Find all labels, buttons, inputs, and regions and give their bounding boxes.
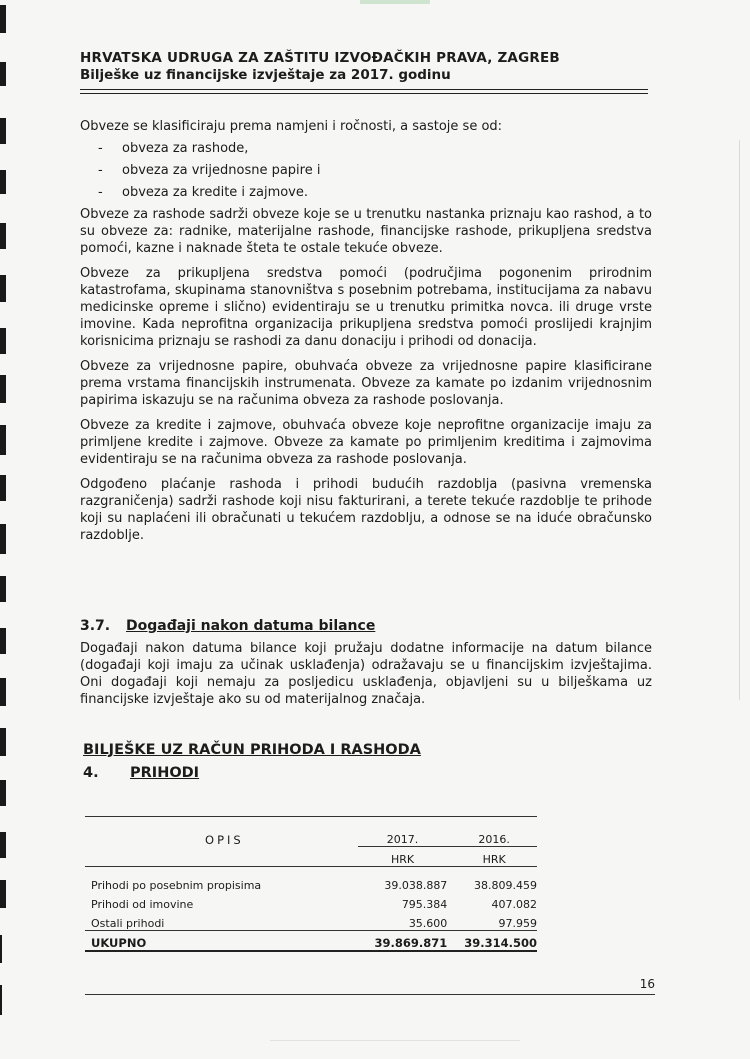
organization-name: HRVATSKA UDRUGA ZA ZAŠTITU IZVOĐAČKIH PRAVA, ZAGREB bbox=[80, 50, 560, 66]
scan-artifact bbox=[0, 780, 6, 806]
value-2017: 39.038.887 bbox=[384, 879, 448, 892]
obligations-list bbox=[80, 140, 652, 201]
footer-divider bbox=[85, 994, 655, 995]
table-total-row bbox=[85, 931, 537, 952]
scan-artifact bbox=[0, 832, 6, 858]
header-divider bbox=[80, 89, 648, 94]
row-label: Prihodi od imovine bbox=[91, 898, 194, 911]
paragraph: Obveze za kredite i zajmove, obuhvaća obveze koje neprofitne organizacije imaju za primljene kredite i zajmove. Obveze za kamate po primljenim kreditima i zajmovima evidentiraju se na računima obveza za rashode poslovanja. bbox=[80, 418, 652, 467]
scan-artifact bbox=[0, 170, 6, 194]
paragraph: Obveze za rashode sadrži obveze koje se u trenutku nastanka priznaju kao rashod, a to su obveze za: radnike, materijalne rashode, financijske rashode, prikupljena sredstva pomoći, kazne i naknade šteta te ostale tekuće obveze. bbox=[80, 207, 652, 256]
column-header-desc: OPIS bbox=[205, 832, 244, 847]
document-header bbox=[80, 50, 660, 84]
scan-artifact bbox=[0, 628, 6, 654]
column-header-2016: 2016. bbox=[451, 827, 537, 847]
scan-artifact bbox=[0, 728, 6, 756]
section-title bbox=[83, 765, 199, 781]
scan-artifact bbox=[0, 475, 6, 501]
document-subtitle: Bilješke uz financijske izvještaje za 2017. godinu bbox=[80, 67, 451, 83]
unit-label: HRK bbox=[358, 847, 452, 867]
list-item: - obveza za kredite i zajmove. bbox=[98, 185, 309, 200]
value-2017: 795.384 bbox=[401, 898, 448, 911]
revenue-table bbox=[85, 816, 537, 952]
scan-artifact bbox=[0, 62, 6, 86]
table-header-row bbox=[85, 827, 537, 847]
total-label: UKUPNO bbox=[85, 931, 358, 952]
scan-artifact bbox=[270, 1040, 520, 1041]
section-number: 4. bbox=[83, 765, 99, 781]
page-number: 16 bbox=[639, 977, 655, 991]
obligations-section bbox=[80, 118, 652, 552]
scan-artifact bbox=[0, 425, 6, 455]
table-row bbox=[85, 873, 537, 892]
scan-artifact bbox=[0, 328, 6, 354]
paragraph: Obveze za vrijednosne papire, obuhvaća obveze za vrijednosne papire klasificirane prema vrstama financijskih instrumenata. Obveze za kamate po izdanim vrijednosnim papirima iskazuju se na računima obveza za rashode poslovanja. bbox=[80, 359, 652, 408]
section-events-after-balance bbox=[80, 618, 652, 708]
scan-artifact bbox=[0, 576, 6, 602]
value-2016: 38.809.459 bbox=[474, 879, 537, 892]
scan-artifact bbox=[0, 935, 2, 963]
scan-artifact bbox=[0, 223, 6, 249]
scan-artifact bbox=[0, 118, 6, 144]
value-2016: 97.959 bbox=[451, 911, 537, 931]
column-header-2017: 2017. bbox=[358, 827, 452, 847]
table-row bbox=[85, 892, 537, 911]
section-title bbox=[80, 618, 652, 635]
scan-artifact bbox=[0, 375, 6, 403]
value-2017: 35.600 bbox=[358, 911, 452, 931]
section-number: 3.7. bbox=[80, 618, 111, 634]
paragraph: Odgođeno plaćanje rashoda i prihodi budućih razdoblja (pasivna vremenska razgraničenja) sadrži rashode koji nisu fakturirani, a terete tekuće razdoblje te prihode koji su naplaćeni ili obračunati u tekućem razdoblju, a odnose se na iduće obračunsko razdoblje. bbox=[80, 477, 652, 543]
paragraph: Događaji nakon datuma bilance koji pružaju dodatne informacije na datum bilance (događaji koji imaju za učinak usklađenja) odražavaju se u financijskim izvještajima. Oni događaji koji nemaju za posljedicu usklađenja, objavljeni su u bilješkama uz financijske izvještaje ako su od materijalnog značaja. bbox=[80, 641, 652, 707]
row-label: Ostali prihodi bbox=[85, 911, 358, 931]
scan-artifact bbox=[0, 985, 2, 1015]
table-unit-row bbox=[85, 847, 537, 867]
scan-artifact bbox=[360, 0, 430, 4]
row-label: Prihodi po posebnim propisima bbox=[91, 879, 262, 892]
table-top-rule bbox=[85, 817, 537, 828]
scan-artifact bbox=[0, 678, 6, 706]
value-2016: 407.082 bbox=[491, 898, 537, 911]
scan-artifact bbox=[0, 5, 6, 33]
scan-artifact bbox=[0, 275, 6, 302]
paragraph: Obveze za prikupljena sredstva pomoći (područjima pogonenim prirodnim katastrofama, skupinama stanovništva s posebnim potrebama, institucijama za nabavu medicinske opreme i slično) evidentiraju se u trenutku primitka novca. ili druge vrste imovine. Kada neprofitna organizacija prikupljena sredstva pomoći proslijedi krajnjim korisnicima priznaju se rashodi za danu donaciju i prihodi od donacija. bbox=[80, 266, 652, 349]
section-name: PRIHODI bbox=[130, 765, 200, 781]
total-2016: 39.314.500 bbox=[451, 931, 537, 952]
table-row bbox=[85, 911, 537, 931]
scan-artifact bbox=[739, 140, 740, 700]
list-item: - obveza za vrijednosne papire i bbox=[98, 163, 321, 178]
total-2017: 39.869.871 bbox=[358, 931, 452, 952]
section-name: Događaji nakon datuma bilance bbox=[126, 618, 376, 634]
scan-artifact bbox=[0, 524, 6, 554]
obligations-intro: Obveze se klasificiraju prema namjeni i ročnosti, a sastoje se od: bbox=[80, 119, 503, 134]
list-item: - obveza za rashode, bbox=[98, 141, 249, 156]
notes-heading: BILJEŠKE UZ RAČUN PRIHODA I RASHODA bbox=[83, 742, 421, 758]
scan-artifact bbox=[0, 880, 6, 908]
unit-label: HRK bbox=[451, 847, 537, 867]
